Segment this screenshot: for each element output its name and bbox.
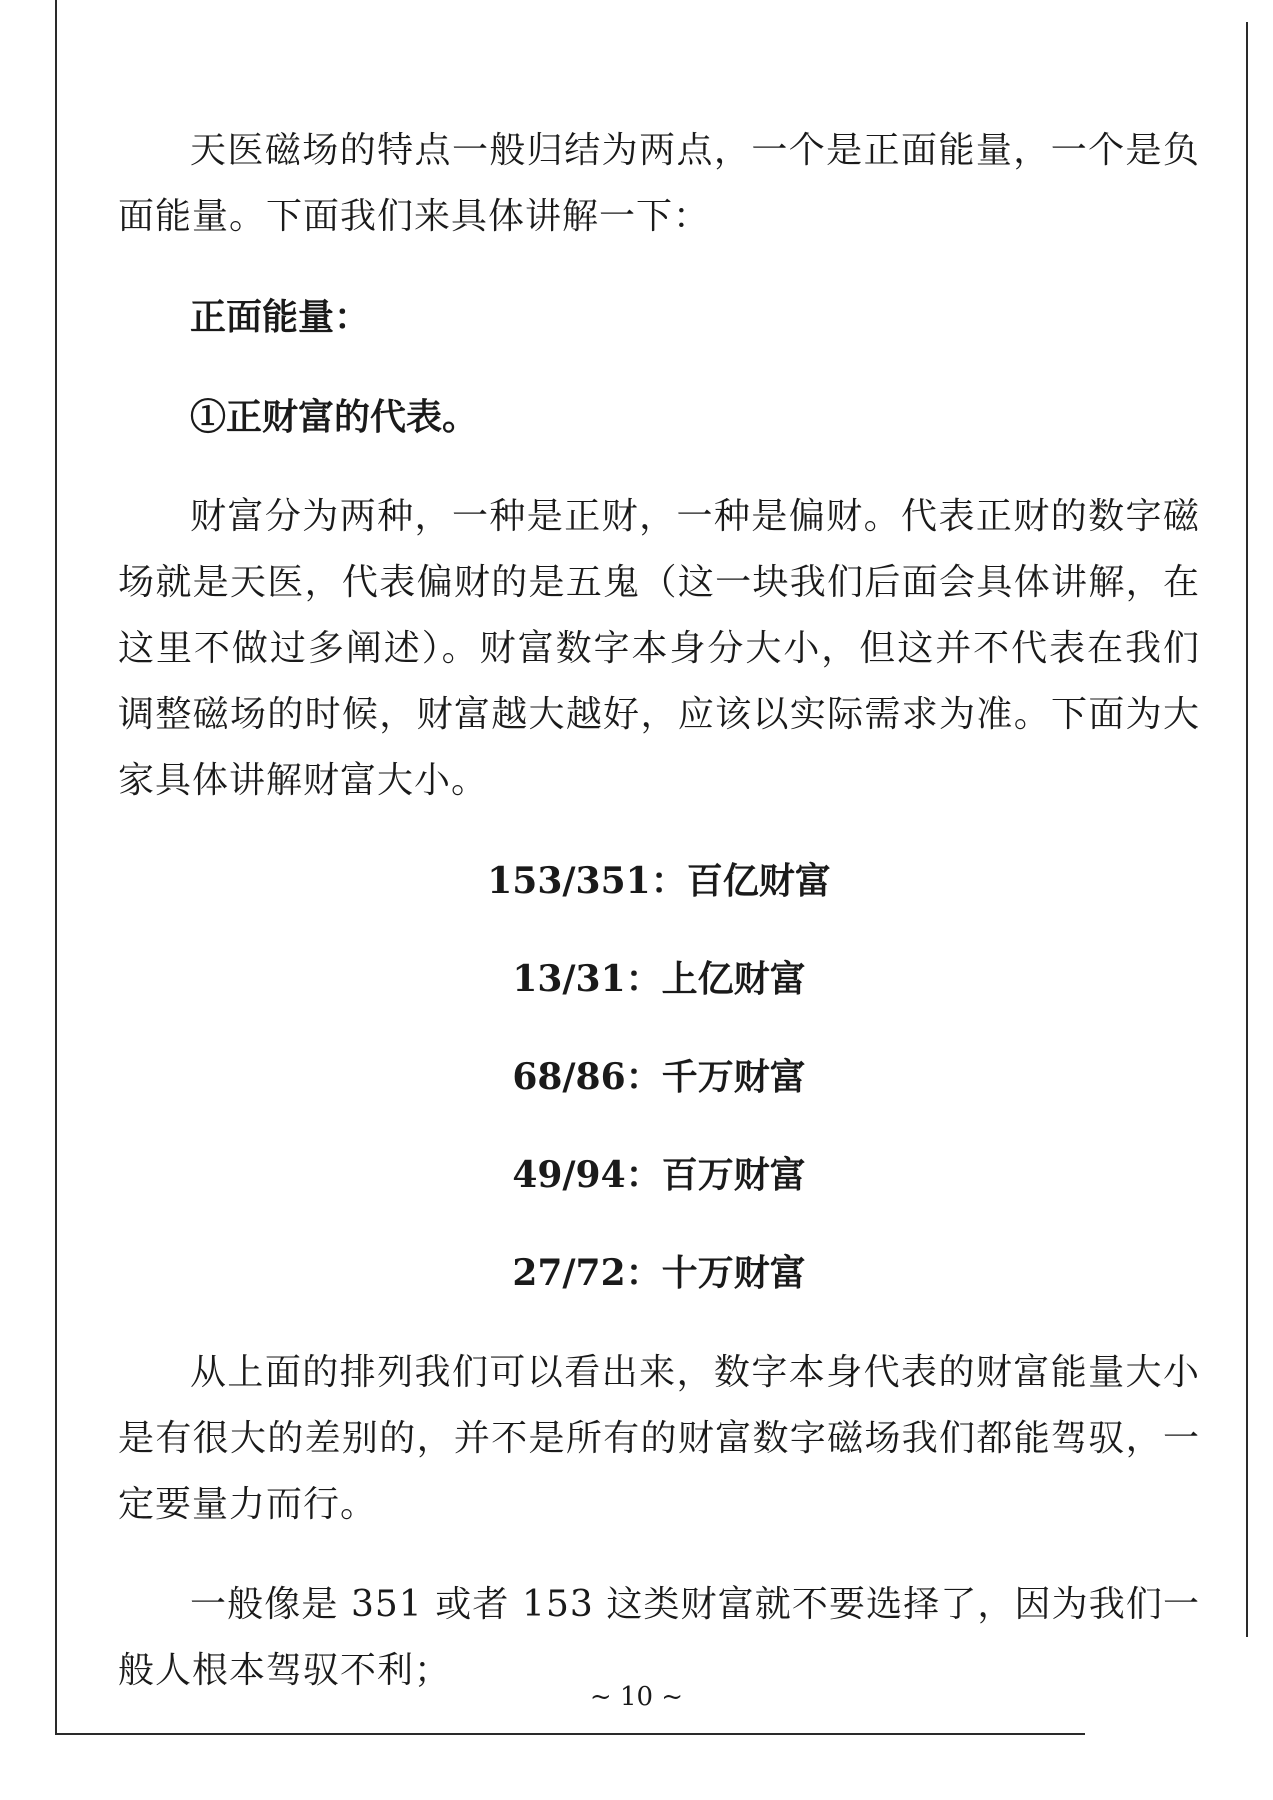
page-number: ~ 10 ~ (589, 1682, 684, 1712)
wealth-numbers: 27/72 (512, 1252, 626, 1294)
wealth-level-item: 153/351：百亿财富 (487, 860, 831, 902)
page-border-left (55, 0, 57, 1735)
wealth-level-item: 27/72：十万财富 (512, 1252, 806, 1294)
difference-paragraph: 从上面的排列我们可以看出来，数字本身代表的财富能量大小是有很大的差别的，并不是所有的财富数字磁场我们都能驾驭，一定要量力而行。 (118, 1352, 1200, 1525)
wealth-level: 百万财富 (661, 1154, 806, 1196)
page-content (118, 118, 1200, 1738)
intro-paragraph: 天医磁场的特点一般归结为两点，一个是正面能量，一个是负面能量。下面我们来具体讲解一下： (118, 130, 1200, 237)
wealth-numbers: 68/86 (512, 1056, 626, 1098)
advice-paragraph: 一般像是 351 或者 153 这类财富就不要选择了，因为我们一般人根本驾驭不利； (118, 1584, 1200, 1691)
section-heading: 正面能量： (190, 296, 371, 338)
wealth-paragraph: 财富分为两种，一种是正财，一种是偏财。代表正财的数字磁场就是天医，代表偏财的是五鬼（这一块我们后面会具体讲解，在这里不做过多阐述）。财富数字本身分大小，但这并不代表在我们调整磁场的时候，财富越大越好，应该以实际需求为准。下面为大家具体讲解财富大小。 (118, 496, 1200, 801)
wealth-numbers: 49/94 (512, 1154, 626, 1196)
wealth-level-item: 13/31：上亿财富 (512, 958, 806, 1000)
wealth-level: 百亿财富 (686, 860, 831, 902)
wealth-level-item: 49/94：百万财富 (512, 1154, 806, 1196)
page-border-right (1246, 22, 1248, 1637)
subheading: ①正财富的代表。 (190, 396, 479, 438)
wealth-numbers: 153/351 (487, 860, 651, 902)
wealth-numbers: 13/31 (512, 958, 626, 1000)
wealth-level: 千万财富 (661, 1056, 806, 1098)
wealth-level: 十万财富 (661, 1252, 806, 1294)
wealth-level-item: 68/86：千万财富 (512, 1056, 806, 1098)
wealth-level: 上亿财富 (661, 958, 806, 1000)
wealth-level-list (118, 848, 1200, 1306)
